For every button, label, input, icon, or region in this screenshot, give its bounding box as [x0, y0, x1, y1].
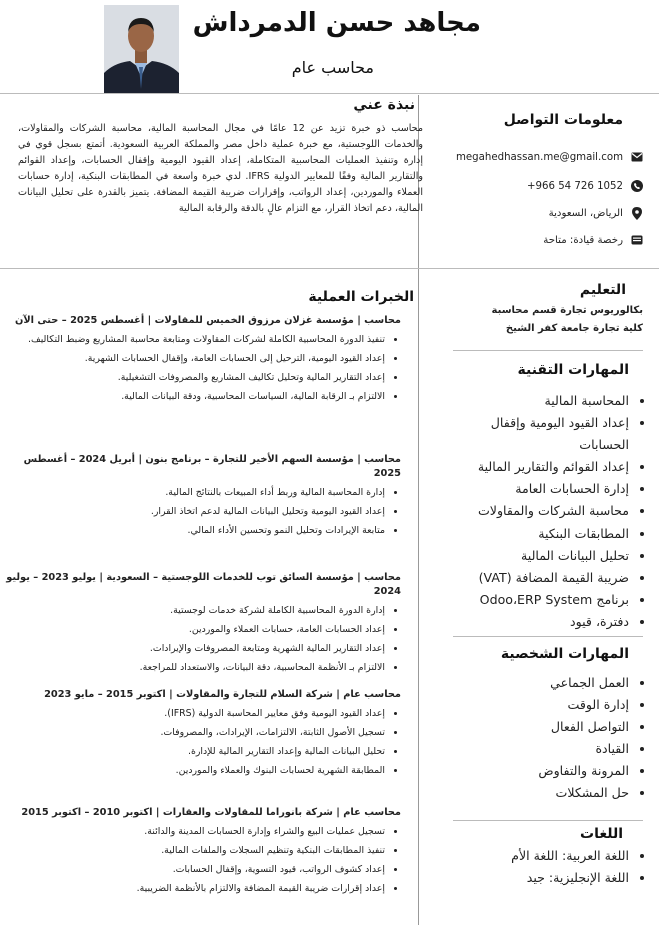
- personal-skill-item: • التواصل الفعال: [459, 716, 629, 738]
- tech-skill-item: • المطابقات البنكية: [459, 523, 629, 545]
- experience-heading: الخبرات العملية: [308, 289, 414, 305]
- job-bullet: • تنفيذ الدورة المحاسبية الكاملة لشركات المقاولات ومتابعة محاسبة المشاريع وضبط التكاليف.: [6, 330, 385, 349]
- sidebar-divider: [453, 636, 643, 637]
- personal-skill-item: • العمل الجماعي: [459, 672, 629, 694]
- tech-skill-item: • تحليل البيانات المالية: [459, 545, 629, 567]
- tech-skill-item: • إعداد القوائم والتقارير المالية: [459, 456, 629, 478]
- experience-job: [6, 314, 401, 406]
- language-item: • اللغة الإنجليزية: جيد: [459, 867, 629, 889]
- person-name: مجاهد حسن الدمرداش: [192, 8, 481, 38]
- email-text: megahedhassan.me@gmail.com: [455, 151, 623, 163]
- job-bullet: • إعداد كشوف الرواتب، قيود التسوية، وإقفال الحسابات.: [6, 860, 385, 879]
- summary-text: محاسب ذو خبرة تزيد عن 12 عامًا في مجال المحاسبة المالية، محاسبة الشركات والمقاولات، والخدمات اللوجستية، مع خبرة عملية داخل مصر والمملكة العربية السعودية. أتمتع بسجل قوي في إدارة وتنفيذ العمليات المحاسبية المتكاملة، إعداد القيود اليومية وإقفال الحسابات، وإعداد القوائم والتقارير المالية وفقًا للمعايير الدولية IFRS. لدي خبرة واسعة في المطابقات البنكية، إدارة حسابات العملاء والموردين، إعداد الرواتب، وإقرارات ضريبة القيمة المضافة. يتميز بالقدرة على تحليل البيانات المالية، دعم اتخاذ القرار، مع التزام عالٍ بالدقة والرقابة المالية: [18, 123, 423, 214]
- location-pin-icon: [631, 207, 643, 219]
- contact-email[interactable]: [456, 146, 643, 168]
- contact-phone[interactable]: [527, 175, 643, 197]
- job-title-line: محاسب | مؤسسة السائق توب للخدمات اللوجستية – السعودية | يوليو 2023 – يوليو 2024: [6, 572, 401, 597]
- education-heading: التعليم: [579, 282, 626, 298]
- id-card-icon: [631, 234, 643, 246]
- education-school: كلية تجارة جامعة كفر الشيخ: [505, 323, 643, 334]
- experience-job: [6, 571, 401, 677]
- job-title: محاسب عام: [291, 58, 374, 77]
- tech-skill-item: • إعداد القيود اليومية وإقفال الحسابات: [459, 412, 629, 456]
- contact-heading: معلومات التواصل: [503, 112, 623, 128]
- personal-skills-heading: المهارات الشخصية: [500, 646, 629, 662]
- tech-skills-heading: المهارات التقنية: [517, 362, 629, 378]
- job-bullet: • إدارة المحاسبة المالية وربط أداء المبيعات بالنتائج المالية.: [6, 483, 385, 502]
- job-bullet: • تنفيذ المطابقات البنكية وتنظيم السجلات والملفات المالية.: [6, 841, 385, 860]
- job-title-line: محاسب عام | شركة بانوراما للمقاولات والعقارات | اكتوبر 2010 – اكتوبر 2015: [21, 807, 401, 818]
- job-bullet: • إعداد القيود اليومية، الترحيل إلى الحسابات العامة، وإقفال الحسابات الشهرية.: [6, 349, 385, 368]
- contact-license: [543, 229, 643, 251]
- section-divider: [0, 268, 659, 269]
- tech-skill-item: • المحاسبة المالية: [459, 390, 629, 412]
- job-bullet: • إعداد إقرارات ضريبة القيمة المضافة والالتزام بالأنظمة الضريبية.: [6, 879, 385, 898]
- location-text: الرياض، السعودية: [548, 207, 623, 219]
- job-bullet: • تسجيل الأصول الثابتة، الالتزامات، الإيرادات، والمصروفات.: [6, 723, 385, 742]
- job-title-line: محاسب عام | شركة السلام للتجارة والمقاولات | اكتوبر 2015 – مايو 2023: [44, 689, 401, 700]
- sidebar-divider: [453, 350, 643, 351]
- personal-skill-item: • إدارة الوقت: [459, 694, 629, 716]
- job-title-line: محاسب | مؤسسة غزلان مرزوق الخميس للمقاولات | أغسطس 2025 – حتى الآن: [14, 315, 401, 326]
- job-bullet: • تسجيل عمليات البيع والشراء وإدارة الحسابات المدينة والدائنة.: [6, 822, 385, 841]
- tech-skill-item: • ضريبة القيمة المضافة (VAT): [459, 567, 629, 589]
- tech-skill-item: • إدارة الحسابات العامة: [459, 478, 629, 500]
- tech-skill-item: • برنامج Odoo،ERP System: [459, 589, 629, 611]
- job-bullet: • إعداد الحسابات العامة، حسابات العملاء والموردين.: [6, 620, 385, 639]
- phone-icon: [631, 180, 643, 192]
- personal-skills-list: [459, 672, 643, 805]
- license-text: رخصة قيادة: متاحة: [543, 234, 623, 246]
- sidebar-divider: [453, 820, 643, 821]
- email-icon: [631, 151, 643, 163]
- education-degree: بكالوريوس تجارة قسم محاسبة: [491, 305, 643, 316]
- experience-job: [6, 688, 401, 780]
- personal-skill-item: • حل المشكلات: [459, 782, 629, 804]
- job-title-line: محاسب | مؤسسة السهم الأخير للتجارة – برنامج بنون | أبريل 2024 – أغسطس 2025: [23, 454, 401, 479]
- summary-heading: نبذة عني: [353, 97, 415, 113]
- tech-skill-item: • دفترة، قيود: [459, 611, 629, 633]
- job-bullet: • إدارة الدورة المحاسبية الكاملة لشركة خدمات لوجستية.: [6, 601, 385, 620]
- languages-list: [459, 845, 643, 889]
- job-bullet: • المطابقة الشهرية لحسابات البنوك والعملاء والموردين.: [6, 761, 385, 780]
- experience-job: [6, 453, 401, 540]
- tech-skill-item: • محاسبة الشركات والمقاولات: [459, 500, 629, 522]
- languages-heading: اللغات: [580, 826, 623, 842]
- tech-skills-list: [459, 390, 643, 633]
- experience-job: [6, 806, 401, 898]
- language-item: • اللغة العربية: اللغة الأم: [459, 845, 629, 867]
- person-photo-icon: [104, 5, 179, 93]
- job-bullet: • إعداد القيود اليومية وفق معايير المحاسبة الدولية (IFRS).: [6, 704, 385, 723]
- job-bullet: • إعداد القيود اليومية وتحليل البيانات المالية لدعم اتخاذ القرار.: [6, 502, 385, 521]
- job-bullet: • الالتزام بـ الرقابة المالية، السياسات المحاسبية، ودقة البيانات المالية.: [6, 387, 385, 406]
- job-bullet: • إعداد التقارير المالية وتحليل تكاليف المشاريع والمصروفات التشغيلية.: [6, 368, 385, 387]
- profile-photo: [104, 5, 179, 93]
- contact-location: [549, 202, 643, 224]
- header-divider: [0, 93, 659, 94]
- personal-skill-item: • القيادة: [459, 738, 629, 760]
- job-bullet: • تحليل البيانات المالية وإعداد التقارير المالية للإدارة.: [6, 742, 385, 761]
- job-bullet: • متابعة الإيرادات وتحليل النمو وتحسين الأداء المالي.: [6, 521, 385, 540]
- phone-text: +966 54 726 1052: [526, 180, 623, 192]
- job-bullet: • إعداد التقارير المالية الشهرية ومتابعة المصروفات والإيرادات.: [6, 639, 385, 658]
- personal-skill-item: • المرونة والتفاوض: [459, 760, 629, 782]
- column-divider: [418, 95, 419, 925]
- job-bullet: • الالتزام بـ الأنظمة المحاسبية، دقة البيانات، والاستعداد للمراجعة.: [6, 658, 385, 677]
